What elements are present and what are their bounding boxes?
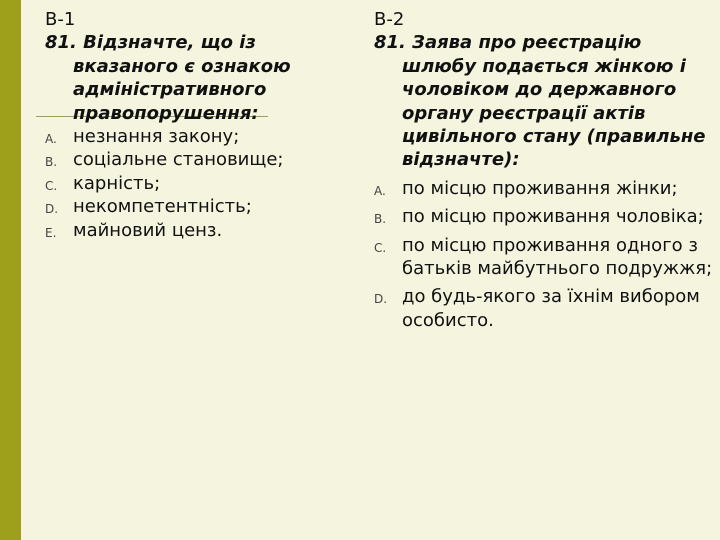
option-marker: C. xyxy=(45,178,58,193)
decorative-sidebar-stripe xyxy=(0,0,21,540)
variant-1-heading: В-1 xyxy=(45,9,76,30)
option-text: до будь-якого за їхнім вибором особисто. xyxy=(402,286,700,331)
option-marker: A. xyxy=(45,132,57,147)
variant-2-heading: В-2 xyxy=(374,9,405,30)
option-d[interactable] xyxy=(45,195,345,218)
option-text: карність; xyxy=(73,172,161,194)
option-a[interactable] xyxy=(374,177,714,200)
variant-2-column xyxy=(374,8,714,332)
variant-1-question: 81. Відзначте, що із вказаного є ознакою адміністративного правопорушення: xyxy=(45,32,291,124)
option-marker: D. xyxy=(374,292,388,307)
option-text: майновий ценз. xyxy=(73,219,223,241)
option-marker: E. xyxy=(45,225,57,240)
option-marker: D. xyxy=(45,202,59,217)
variant-1-options xyxy=(45,125,345,242)
option-text: по місцю проживання чоловіка; xyxy=(402,206,704,228)
variant-1-column xyxy=(45,8,345,242)
option-text: по місцю проживання жінки; xyxy=(402,177,678,199)
option-marker: B. xyxy=(45,155,58,170)
option-text: по місцю проживання одного з батьків майбутнього подружжя; xyxy=(402,234,713,280)
option-text: незнання закону; xyxy=(73,126,240,148)
option-text: некомпетентність; xyxy=(73,196,252,218)
variant-2-options xyxy=(374,177,714,332)
variant-2-question: 81. Заява про реєстрацію шлюбу подається жінкою і чоловіком до державного органу реєстрації актів цивільного стану (правильне відзначте): xyxy=(374,32,706,171)
option-text: соціальне становище; xyxy=(73,149,284,171)
option-a[interactable] xyxy=(45,125,345,148)
option-marker: B. xyxy=(374,212,387,227)
option-marker: A. xyxy=(374,183,386,198)
option-c[interactable] xyxy=(374,234,714,281)
option-e[interactable] xyxy=(45,219,345,242)
option-c[interactable] xyxy=(45,172,345,195)
option-b[interactable] xyxy=(374,205,714,228)
option-b[interactable] xyxy=(45,148,345,171)
option-marker: C. xyxy=(374,240,387,255)
option-d[interactable] xyxy=(374,285,714,332)
